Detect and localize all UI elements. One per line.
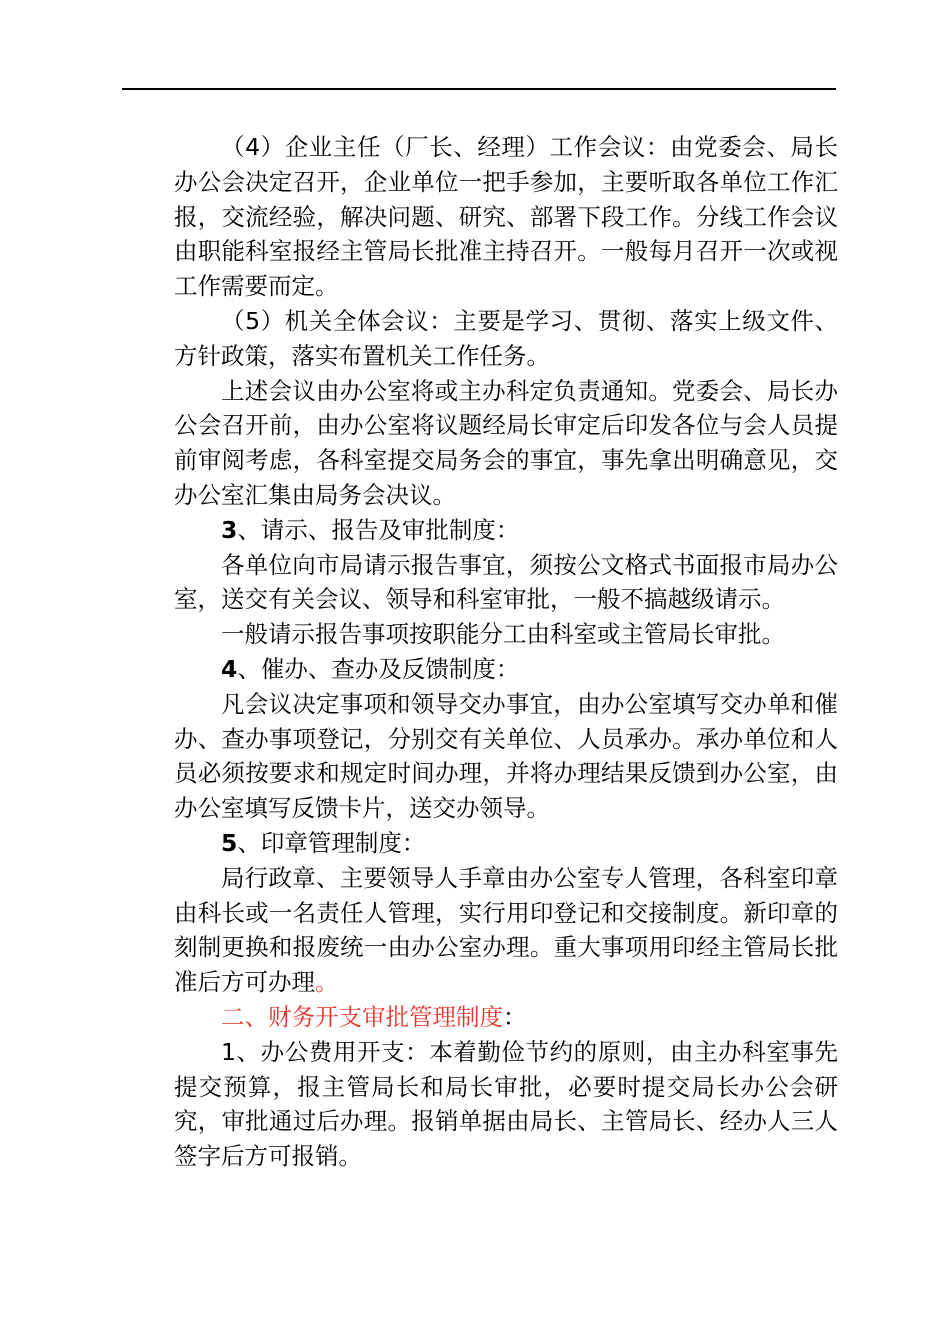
paragraph-text: 局行政章、主要领导人手章由办公室专人管理，各科室印章由科长或一名责任人管理，实行用印登记和交接制度。新印章的刻制更换和报废统一由办公室办理。重大事项用印经主管局长批准后方可办理 [174, 863, 838, 997]
section-number: 4 [221, 654, 238, 683]
paragraph-office-expense: 1、办公费用开支：本着勤俭节约的原则，由主办科室事先提交预算，报主管局长和局长审批，必要时提交局长办公会研究，审批通过后办理。报销单据由局长、主管局长、经办人三人签字后方可报销。 [174, 1037, 838, 1171]
document-body [174, 130, 838, 1174]
chapter-heading-finance [174, 1000, 838, 1035]
section-title: 、请示、报告及审批制度： [237, 515, 520, 544]
paragraph-staff-meeting: （5）机关全体会议：主要是学习、贯彻、落实上级文件、方针政策，落实布置机关工作任务。 [174, 306, 838, 370]
section-title: 、催办、查办及反馈制度： [237, 654, 520, 683]
chapter-title: 二、财务开支审批管理制度 [221, 1002, 503, 1031]
section-title: 、印章管理制度： [237, 828, 426, 857]
paragraph-enterprise-meeting: （4）企业主任（厂长、经理）工作会议：由党委会、局长办公会决定召开，企业单位一把手参加，主要听取各单位工作汇报，交流经验，解决问题、研究、部署下段工作。分线工作会议由职能科室报经主管局长批准主持召开。一般每月召开一次或视工作需要而定。 [174, 133, 838, 301]
paragraph-request-report: 各单位向市局请示报告事宜，须按公文格式书面报市局办公室，送交有关会议、领导和科室审批，一般不搞越级请示。 [174, 550, 838, 614]
section-number: 3 [221, 515, 238, 544]
paragraph-meeting-notice: 上述会议由办公室将或主办科定负责通知。党委会、局长办公会召开前，由办公室将议题经局长审定后印发各位与会人员提前审阅考虑，各科室提交局务会的事宜，事先拿出明确意见，交办公室汇集由局务会决议。 [174, 376, 838, 509]
header-rule [122, 88, 836, 90]
section-heading-4 [174, 652, 838, 687]
paragraph-follow-up: 凡会议决定事项和领导交办事宜，由办公室填写交办单和催办、查办事项登记，分别交有关单位、人员承办。承办单位和人员必须按要求和规定时间办理，并将办理结果反馈到办公室，由办公室填写反馈卡片，送交办领导。 [174, 689, 838, 823]
section-heading-3 [174, 513, 838, 548]
red-period: 。 [315, 968, 339, 997]
paragraph-approval: 一般请示报告事项按职能分工由科室或主管局长审批。 [221, 620, 785, 649]
section-heading-5 [174, 826, 838, 861]
section-number: 5 [221, 828, 238, 857]
paragraph-seal-management [174, 861, 838, 1000]
chapter-colon: ： [503, 1002, 527, 1031]
